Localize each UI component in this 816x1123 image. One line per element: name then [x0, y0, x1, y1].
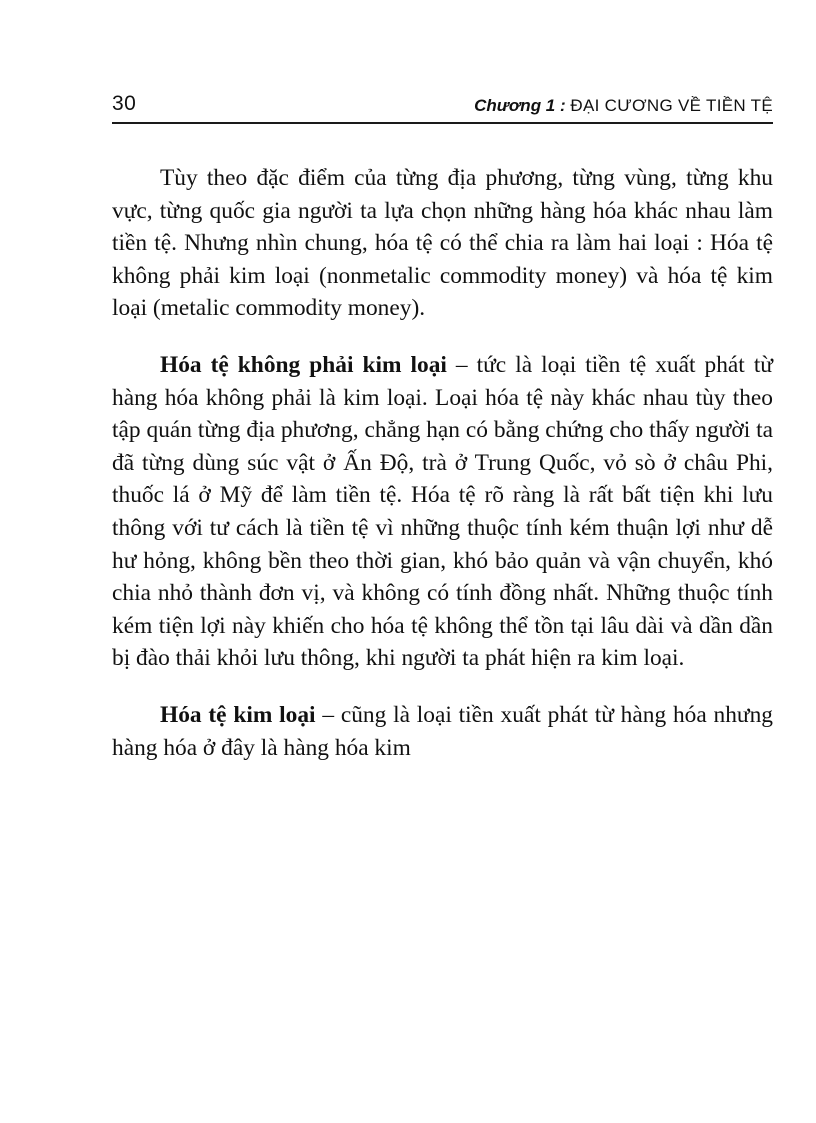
running-header	[112, 90, 773, 124]
paragraph-text: – cũng là loại tiền xuất phát từ hàng hóa nhưng hàng hóa ở đây là hàng hóa kim	[112, 701, 773, 761]
paragraph-text: – tức là loại tiền tệ xuất phát từ hàng hóa không phải là kim loại. Loại hóa tệ này khác nhau tùy theo tập quán từng địa phương, chẳng hạn có bằng chứng cho thấy người ta đã từng dùng súc vật ở Ấn Độ, trà ở Trung Quốc, vỏ sò ở châu Phi, thuốc lá ở Mỹ để làm tiền tệ. Hóa tệ rõ ràng là rất bất tiện khi lưu thông với tư cách là tiền tệ vì những thuộc tính kém thuận lợi như dễ hư hỏng, không bền theo thời gian, khó bảo quản và vận chuyển, khó chia nhỏ thành đơn vị, và không có tính đồng nhất. Những thuộc tính kém tiện lợi này khiến cho hóa tệ không thể tồn tại lâu dài và dần dần bị đào thải khỏi lưu thông, khi người ta phát hiện ra kim loại.	[112, 351, 773, 672]
chapter-title: ĐẠI CƯƠNG VỀ TIỀN TỆ	[570, 96, 773, 115]
paragraph-text: Tùy theo đặc điểm của từng địa phương, từng vùng, từng khu vực, từng quốc gia người ta lựa chọn những hàng hóa khác nhau làm tiền tệ. Nhưng nhìn chung, hóa tệ có thể chia ra làm hai loại : Hóa tệ không phải kim loại (nonmetalic commodity money) và hóa tệ kim loại (metalic commodity money).	[112, 165, 773, 322]
chapter-heading	[474, 96, 773, 116]
page-number: 30	[112, 92, 137, 115]
paragraph-lead-term: Hóa tệ kim loại	[160, 701, 316, 728]
paragraph-intro	[112, 162, 773, 325]
body-text	[112, 162, 773, 764]
paragraph-lead-term: Hóa tệ không phải kim loại	[160, 351, 447, 378]
paragraph-metallic-money	[112, 699, 773, 764]
paragraph-nonmetallic-money	[112, 349, 773, 675]
chapter-label: Chương 1 :	[474, 96, 566, 115]
